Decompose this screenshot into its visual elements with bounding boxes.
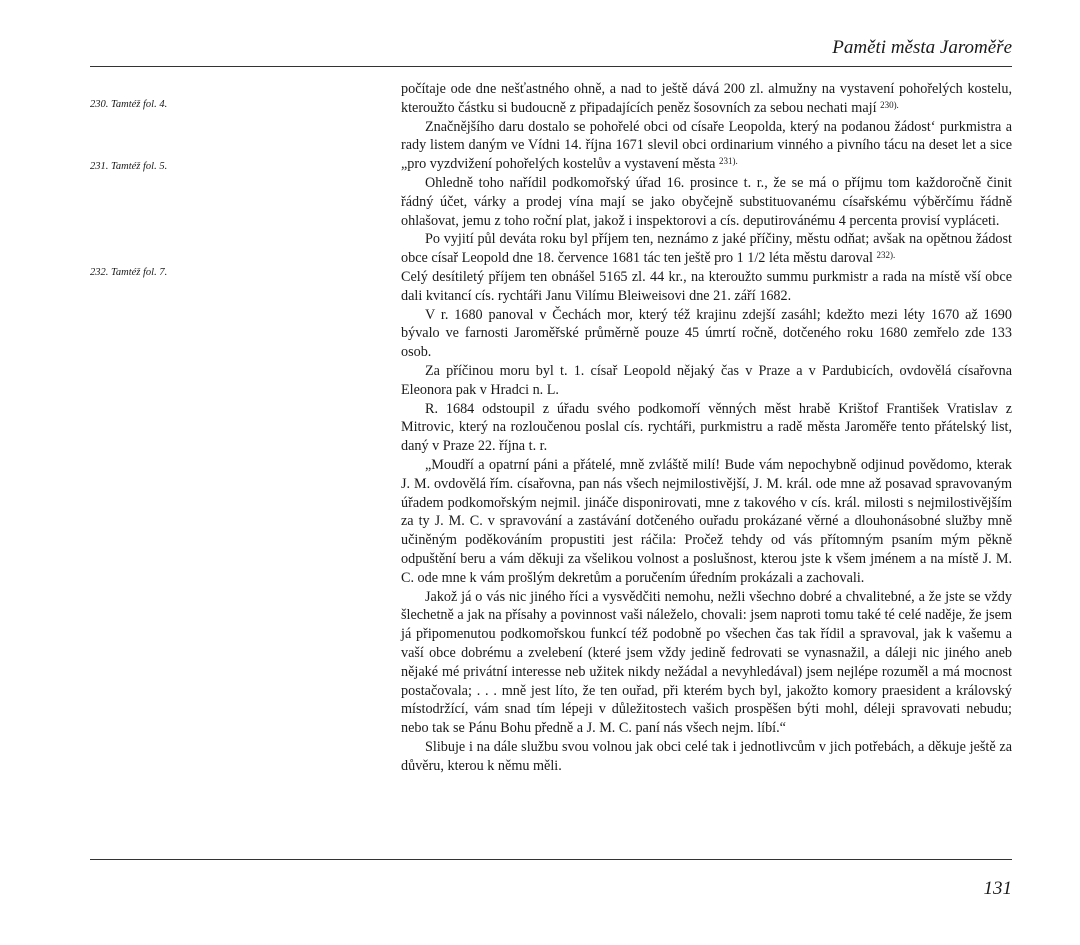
side-note-232: 232. Tamtéž fol. 7. [90,267,168,278]
paragraph [401,738,1012,776]
main-text-column [401,80,1012,775]
paragraph [401,362,1012,400]
footnote-reference: 232). [876,250,896,261]
paragraph-text: R. 1684 odstoupil z úřadu svého podkomoří věnných měst hrabě Krištof František Vratislav z Mitrovic, který na rozloučenou poslal cís. rychtáři, purkmistru a radě města Jaroměře tento přátelský list, daný v Praze 22. října t. r. [401,400,1012,455]
paragraph [401,400,1012,456]
side-note-231: 231. Tamtéž fol. 5. [90,161,168,172]
header-rule [90,66,1012,67]
paragraph [401,306,1012,362]
footnote-reference: 231). [718,156,738,167]
footer-rule [90,859,1012,860]
paragraph [401,118,1012,174]
paragraph-text: Značnějšího daru dostalo se pohořelé obci od císaře Leopolda, který na podanou žádost‘ purkmistra a rady listem daným ve Vídni 14. října 1671 slevil obci ordinarium vinného a pivního tácu na deset let a sice „pro vyzdvižení pohořelých kostelův a vystavení města [401,118,1012,173]
paragraph-text: Ohledně toho nařídil podkomořský úřad 16. prosince t. r., že se má o příjmu tom každoročně činit řádný účet, várky a prodej vína mají se jako obyčejně substituovanému císařskému výběrčímu řádně ohlašovat, jemu z toho roční plat, jakož i inspektorovi a cís. deputirovánému 4 percenta provisí vypláceti. [401,174,1012,229]
paragraph-text: Slibuje i na dále službu svou volnou jak obci celé tak i jednotlivcům v jich potřebách, a děkuje ještě za důvěru, kterou k němu měli. [401,738,1012,774]
side-note-230: 230. Tamtéž fol. 4. [90,99,168,110]
paragraph [401,80,1012,118]
paragraph-text: Za příčinou moru byl t. 1. císař Leopold nějaký čas v Praze a v Pardubicích, ovdovělá císařovna Eleonora pak v Hradci n. L. [401,362,1012,398]
paragraph-text: počítaje ode dne nešťastného ohně, a nad to ještě dává 200 zl. almužny na vystavení pohořelých kostelu, kteroužto částku si budoucně z připadajících peněz šosovních za sebou nechati mají [401,81,1012,116]
paragraph [401,174,1012,230]
paragraph [401,588,1012,738]
page-number: 131 [983,878,1012,899]
paragraph-text: V r. 1680 panoval v Čechách mor, který též krajinu zdejší zasáhl; kdežto mezi léty 1670 až 1690 bývalo ve farnosti Jaroměřské průměrně pouze 45 úmrtí ročně, dotčeného roku 1680 zemřelo zde 133 osob. [401,306,1012,361]
paragraph-text: „Moudří a opatrní páni a přátelé, mně zvláště milí! Bude vám nepochybně odjinud povědomo, kterak J. M. ovdovělá řím. císařovna, pan nás všech nejmilostivější, J. M. král. ode mne až posavad spravovaným úřadem podkomořským nejmil. jináče disponirovati, mne z takového v cís. král. milosti s nejmilostivějším za ty J. M. C. v spravování a zastávání dotčeného ouřadu prokázané věrné a dlouhonásobné služby mně učiněným poděkováním propustiti jest ráčila: Pročež tehdy od vás přítomným psaním mým pěkně odpuštění beru a vám děkuji za všelikou volnost a poslušnost, kterou jste k všem jménem a na místě J. M. C. ode mne k vám prošlým dekretům a poručením úředním prokázali a zachovali. [401,456,1012,586]
paragraph [401,230,1012,268]
paragraph [401,268,1012,306]
paragraph [401,456,1012,588]
paragraph-text: Po vyjití půl deváta roku byl příjem ten, neznámo z jaké příčiny, městu odňat; avšak na opětnou žádost obce císař Leopold dne 18. července 1681 tác ten ještě pro 1 1/2 léta městu daroval [401,231,1012,267]
paragraph-text: Jakož já o vás nic jiného říci a vysvědčiti nemohu, nežli všechno dobré a chvalitebné, a že jste se vždy šlechetně a jak na přísahy a povinnost vaši náleželo, chovali: jsem naproti tomu také té celé naděje, že jsem já připomenutou podkomořskou funkcí též podobně po všechen čas tak řídil a spravoval, jak k vašemu a vaší obce dobrému a zvelebení (které jsem vždy jedině fedrovati se vynasnažil, a dáleji nic jiného aneb nějaké mé privátní interesse neb užitek nikdy nežádal a nevyhledával) jsem nejlépe rozuměl a má mocnost postačovala; . . . mně jest líto, že ten ouřad, při kterém bych byl, jakožto komory praesident a královský místodržící, vám snad tím lépeji v důležitostech vašich prospěšen býti mohl, déleji spravovati nebudu; nebo tak se Pánu Bohu předně a J. M. C. paní nás všech nejm. líbí.“ [401,588,1012,737]
running-head: Paměti města Jaroměře [832,37,1012,58]
footnote-reference: 230). [880,99,899,110]
paragraph-text: Celý desítiletý příjem ten obnášel 5165 zl. 44 kr., na kteroužto summu purkmistr a rada na místě vší obce dali kvitancí cís. rychtáři Janu Vilímu Bleiweisovi dne 21. září 1682. [401,268,1012,304]
